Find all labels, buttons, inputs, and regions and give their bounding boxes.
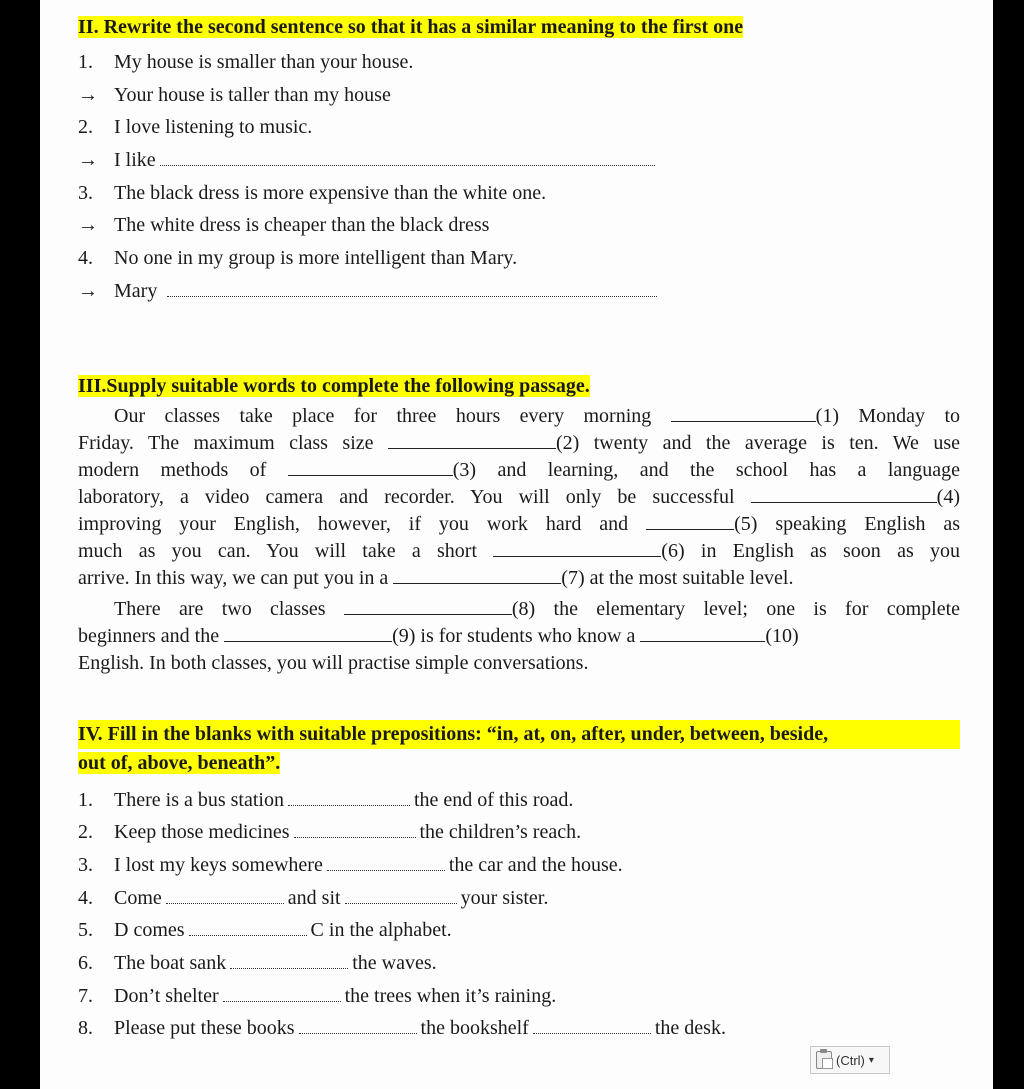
answer-blank[interactable]: [167, 278, 657, 297]
blank-8[interactable]: [344, 596, 512, 615]
passage-text: (2) twenty and the average is ten. We use: [555, 431, 960, 454]
passage-text: modern methods of: [78, 458, 267, 481]
item-number: 5.: [78, 919, 93, 942]
item-number: 7.: [78, 984, 93, 1007]
passage-text: beginners and the: [78, 624, 220, 647]
answer-text: I like: [114, 149, 156, 172]
passage-text: (9) is for students who know a: [392, 624, 636, 647]
arrow-icon: →: [78, 149, 98, 172]
passage-line-3: [78, 457, 960, 484]
passage-text: There are two classes: [114, 597, 326, 620]
item-number: 2.: [78, 116, 93, 139]
item-number: 3.: [78, 181, 93, 204]
section-2-item-1: [78, 46, 960, 79]
item-text: and sit: [287, 886, 341, 909]
passage-line-6: [78, 538, 960, 565]
item-number: 4.: [78, 247, 93, 270]
item-number: 4.: [78, 886, 93, 909]
item-text: The boat sank: [114, 951, 227, 974]
document-page: [40, 0, 993, 1089]
blank-1[interactable]: [671, 403, 816, 422]
section-4-heading: [78, 720, 960, 778]
section-4-item-3: [78, 849, 960, 882]
section-2-answer-3: [78, 209, 960, 242]
item-number: 2.: [78, 821, 93, 844]
blank-6[interactable]: [493, 538, 661, 557]
item-text: the end of this road.: [413, 788, 574, 811]
passage-line-7: [78, 565, 960, 592]
item-text: I love listening to music.: [114, 116, 313, 139]
item-text: Come: [114, 886, 162, 909]
passage-text: (8) the elementary level; one is for complete: [511, 597, 961, 620]
passage-text: English. In both classes, you will practise simple conversations.: [78, 651, 589, 674]
item-text: I lost my keys somewhere: [114, 853, 323, 876]
passage-text: arrive. In this way, we can put you in a: [78, 566, 389, 589]
passage-text: (5) speaking English as: [734, 512, 961, 535]
section-2-item-2: [78, 111, 960, 144]
item-number: 3.: [78, 853, 93, 876]
answer-blank[interactable]: [223, 983, 341, 1002]
item-text: C in the alphabet.: [310, 919, 452, 942]
blank-10[interactable]: [640, 623, 765, 642]
passage-text: improving your English, however, if you work hard and: [78, 512, 629, 535]
arrow-icon: →: [78, 214, 98, 237]
item-number: 1.: [78, 788, 93, 811]
item-text: Don’t shelter: [114, 984, 219, 1007]
answer-blank[interactable]: [294, 819, 416, 838]
passage-text: (3) and learning, and the school has a language: [452, 458, 961, 481]
section-2-answer-1: [78, 79, 960, 112]
answer-text: Mary: [114, 279, 158, 302]
item-text: the waves.: [352, 951, 437, 974]
blank-7[interactable]: [393, 565, 561, 584]
arrow-icon: →: [78, 279, 98, 302]
section-4-item-6: [78, 947, 960, 980]
passage-text: (4): [936, 485, 960, 508]
item-text: No one in my group is more intelligent than Mary.: [114, 247, 518, 270]
arrow-icon: →: [78, 83, 98, 106]
blank-5[interactable]: [646, 511, 734, 530]
passage-text: (7) at the most suitable level.: [561, 566, 794, 589]
chevron-down-icon: ▾: [868, 1054, 874, 1066]
section-2-item-4: [78, 242, 960, 275]
item-text: the children’s reach.: [419, 821, 582, 844]
item-text: the bookshelf: [420, 1017, 529, 1040]
section-4-item-7: [78, 980, 960, 1013]
answer-blank[interactable]: [166, 885, 284, 904]
item-number: 1.: [78, 51, 93, 73]
answer-blank[interactable]: [327, 852, 445, 871]
passage-text: (1) Monday to: [815, 404, 961, 427]
section-4-title-line-1: IV. Fill in the blanks with suitable prepositions: “in, at, on, after, under, between, beside,: [78, 720, 960, 749]
section-4-item-4: [78, 882, 960, 915]
passage-line-10: [78, 650, 960, 677]
blank-3[interactable]: [288, 457, 453, 476]
passage: [78, 403, 960, 677]
section-2-heading: [78, 14, 960, 41]
passage-line-9: [78, 623, 960, 650]
answer-blank[interactable]: [533, 1015, 651, 1034]
item-text: the desk.: [654, 1017, 726, 1040]
item-number: 6.: [78, 951, 93, 974]
passage-line-5: [78, 511, 960, 538]
passage-line-1: [78, 403, 960, 430]
paste-options-button[interactable]: [810, 1046, 890, 1074]
passage-text: laboratory, a video camera and recorder. You will only be successful: [78, 485, 735, 508]
item-text: Keep those medicines: [114, 821, 290, 844]
clipboard-icon: [816, 1051, 832, 1069]
section-4-item-1: [78, 784, 960, 817]
passage-text: Our classes take place for three hours every morning: [114, 404, 652, 427]
passage-text: much as you can. You will take a short: [78, 539, 478, 562]
section-2-answer-2: [78, 144, 960, 177]
answer-blank[interactable]: [288, 787, 410, 806]
section-2-title: II. Rewrite the second sentence so that it has a similar meaning to the first one: [78, 16, 744, 38]
passage-line-2: [78, 430, 960, 457]
blank-4[interactable]: [751, 484, 937, 503]
section-4-item-5: [78, 914, 960, 947]
answer-text: Your house is taller than my house: [114, 83, 391, 106]
section-3-heading: [78, 373, 960, 400]
item-text: the trees when it’s raining.: [344, 984, 557, 1007]
section-2-item-3: [78, 177, 960, 210]
item-text: the car and the house.: [448, 853, 623, 876]
blank-2[interactable]: [388, 430, 556, 449]
paste-options-label: (Ctrl): [836, 1052, 865, 1068]
section-4-item-2: [78, 816, 960, 849]
passage-text: Friday. The maximum class size: [78, 431, 374, 454]
item-text: There is a bus station: [114, 788, 284, 811]
section-4-item-8: [78, 1012, 960, 1045]
item-text: D comes: [114, 919, 185, 942]
passage-text: (10): [765, 624, 799, 647]
item-text: Please put these books: [114, 1017, 295, 1040]
section-3-title: III.Supply suitable words to complete the following passage.: [78, 374, 590, 397]
answer-blank[interactable]: [189, 917, 307, 936]
section-2-answer-4: [78, 275, 960, 308]
item-number: 8.: [78, 1017, 93, 1040]
answer-blank[interactable]: [160, 147, 655, 166]
passage-line-8: [78, 596, 960, 623]
answer-blank[interactable]: [345, 885, 457, 904]
passage-text: (6) in English as soon as you: [661, 539, 961, 562]
answer-text: The white dress is cheaper than the black dress: [114, 214, 490, 237]
passage-line-4: [78, 484, 960, 511]
answer-blank[interactable]: [299, 1015, 417, 1034]
item-text: The black dress is more expensive than the white one.: [114, 181, 547, 204]
item-text: your sister.: [460, 886, 549, 909]
answer-blank[interactable]: [230, 950, 348, 969]
worksheet-content: [78, 14, 960, 1045]
item-text: My house is smaller than your house.: [114, 51, 414, 73]
section-4-title-line-2: out of, above, beneath”.: [78, 751, 281, 774]
blank-9[interactable]: [224, 623, 392, 642]
